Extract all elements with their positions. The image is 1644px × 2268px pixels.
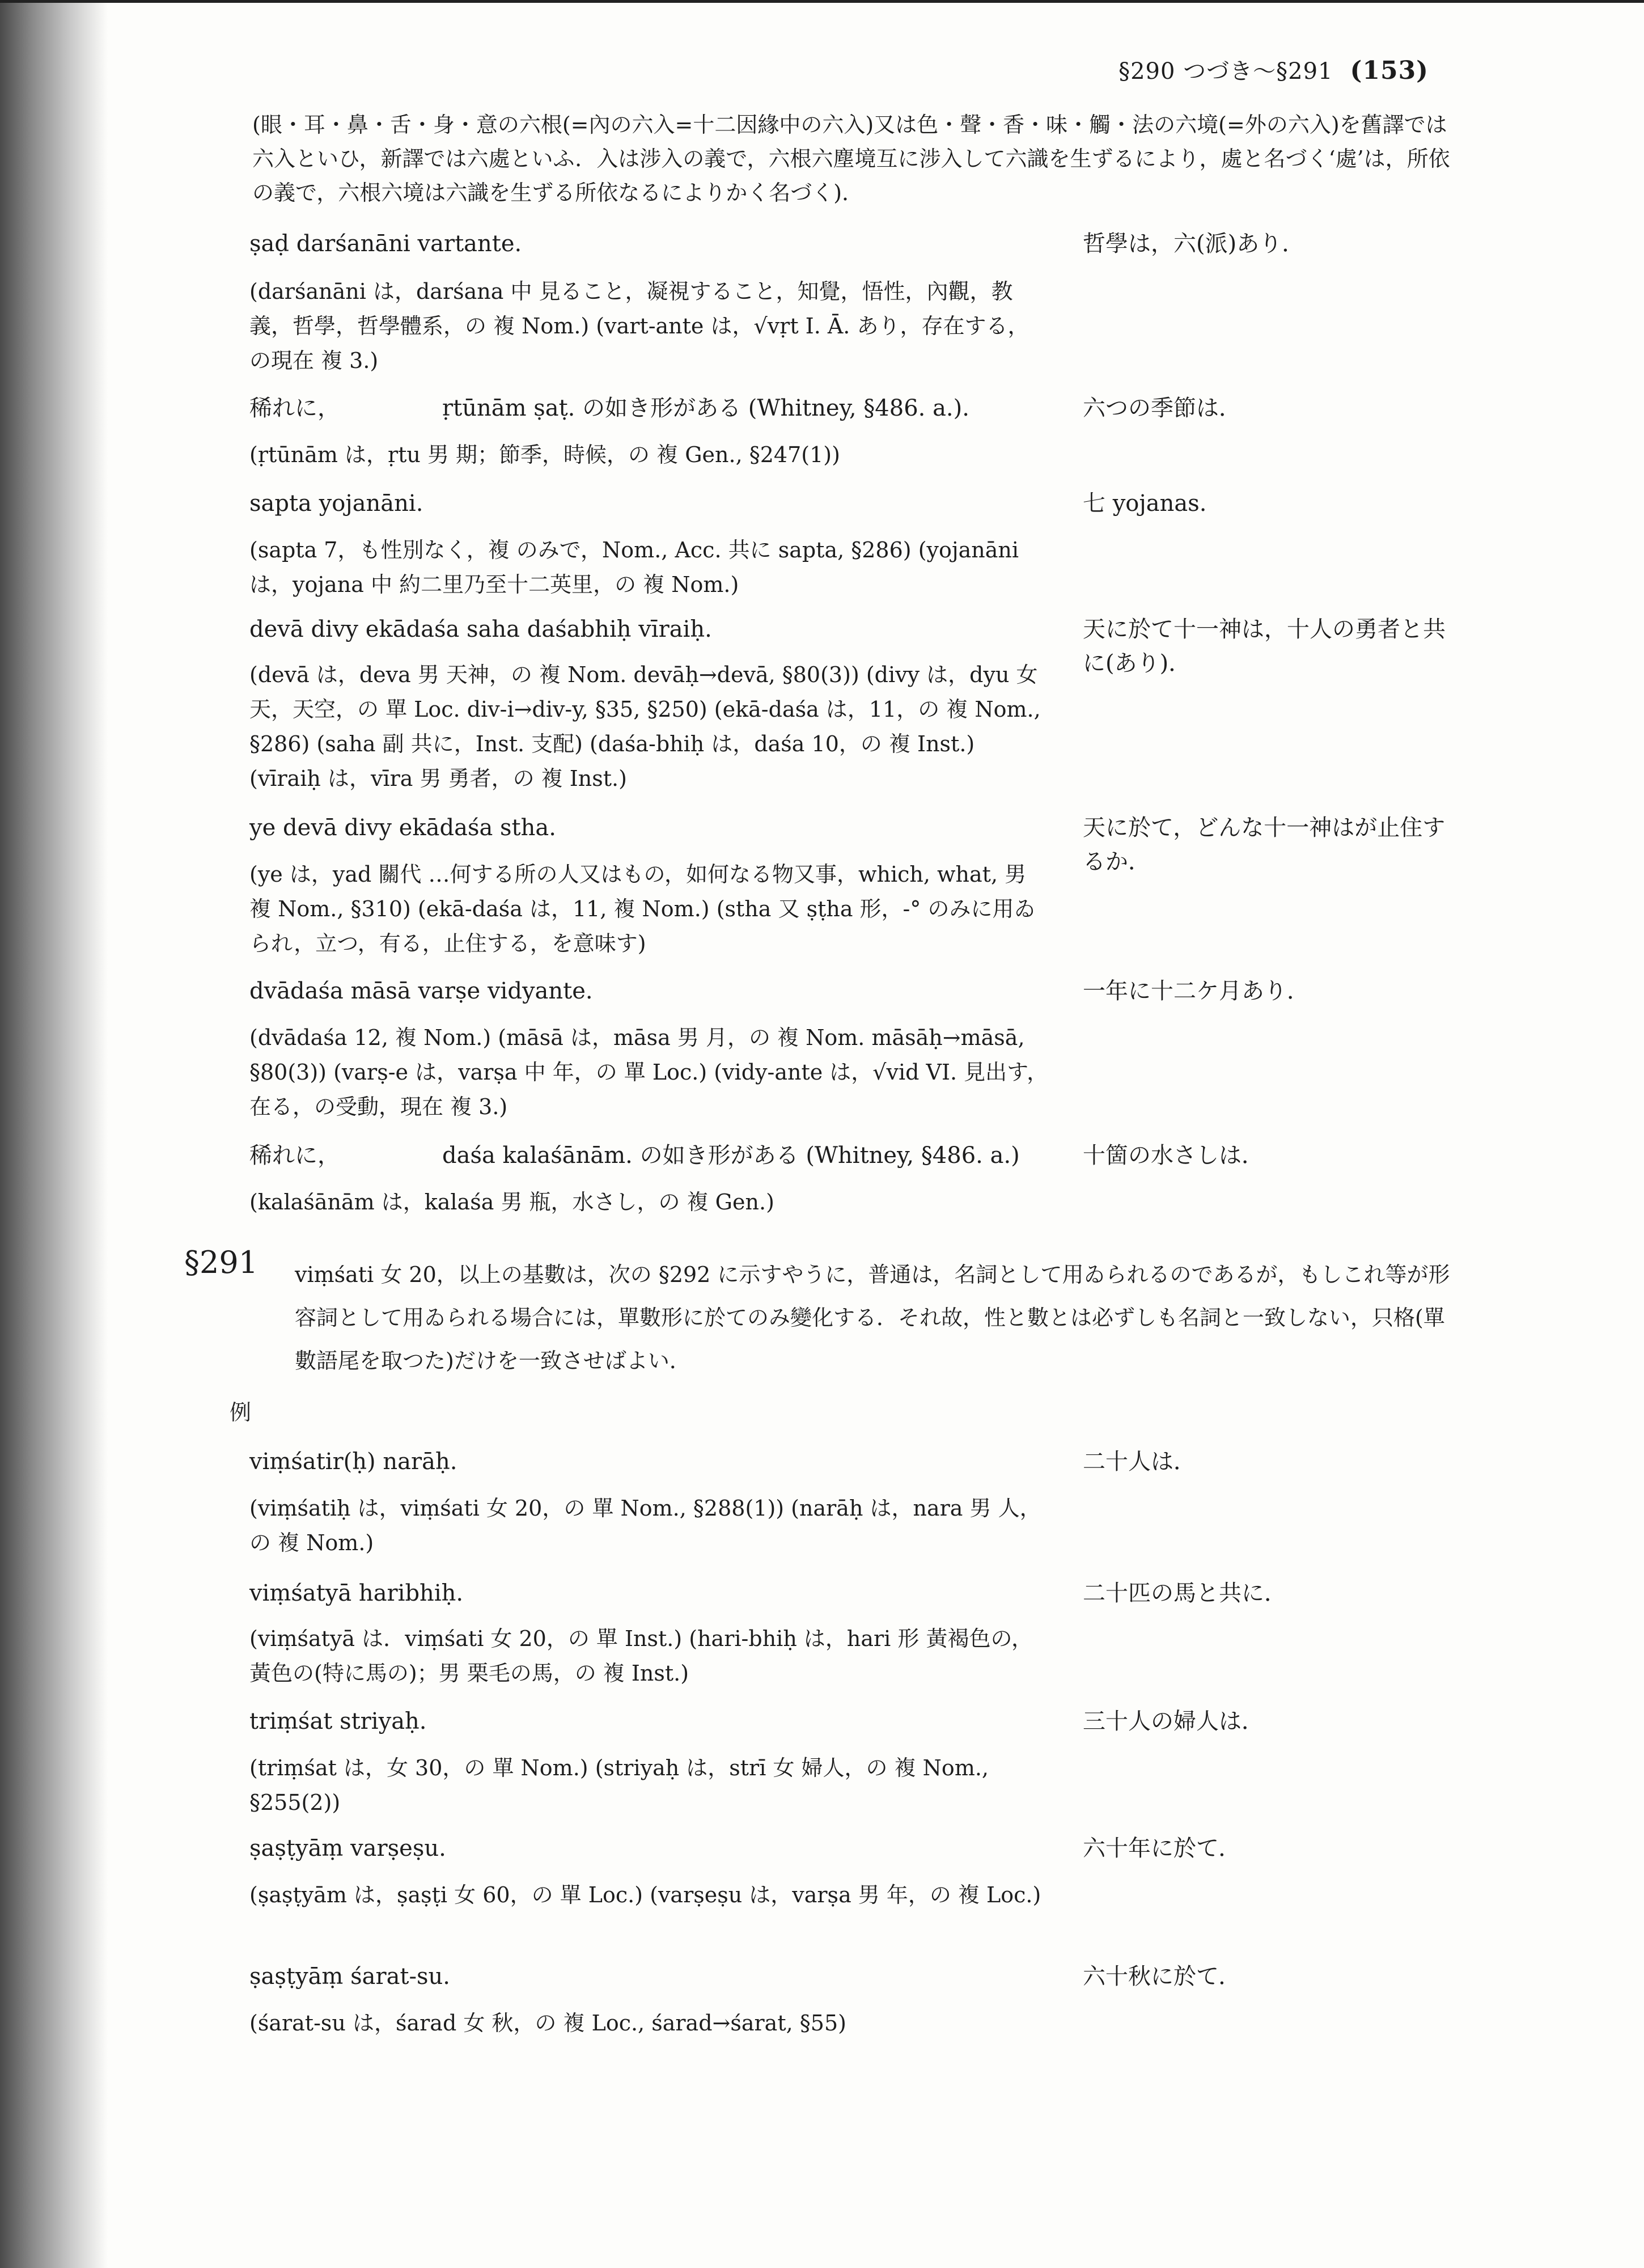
rarely-label: 稀れに， xyxy=(249,395,340,421)
example-label: 例 xyxy=(230,1400,252,1425)
translation: 天に於て十一神は，十人の勇者と共に(あり)． xyxy=(1083,616,1446,676)
note-text: (śarat-su は，śarad 女 秋，の 複 Loc., śarad→śarat, §55) xyxy=(249,2011,846,2036)
sanskrit-line: devā divy ekādaśa saha daśabhiḥ vīraiḥ. xyxy=(249,616,712,642)
note-text: (viṃśatyā は．viṃśati 女 20，の 單 Inst.) (hari-bhiḥ は，hari 形 黃褐色の，黃色の(特に馬の)；男 栗毛の馬，の 複 Inst.) xyxy=(249,1626,1033,1686)
note-text: (darśanāni は，darśana 中 見ること，凝視すること，知覺，悟性，內觀，教義，哲學，哲學體系，の 複 Nom.) (vart-ante は，√vṛt I. Ā. あり，存在する，の現在 複 3.) xyxy=(249,279,1029,373)
sanskrit-line: ṣaḍ darśanāni vartante. xyxy=(249,231,522,257)
note-text: (viṃśatiḥ は，viṃśati 女 20，の 單 Nom., §288(1)) (narāḥ は，nara 男 人，の 複 Nom.) xyxy=(249,1496,1041,1555)
sanskrit-line: ṣaṣṭyāṃ varṣeṣu. xyxy=(249,1835,446,1861)
translation: 六十秋に於て． xyxy=(1083,1964,1242,1990)
page-header xyxy=(1118,53,1429,86)
sanskrit-line: ye devā divy ekādaśa stha. xyxy=(249,815,556,841)
section-text: viṃśati 女 20，以上の基數は，次の §292 に示すやうに，普通は，名詞として用ゐられるのであるが，もしこれ等が形容詞として用ゐられる場合には，單數形に於てのみ變化する．それ故，性と數とは必ずしも名詞と一致しない，只格(單數語尾を取つた)だけを一致させばよい． xyxy=(295,1262,1450,1373)
translation: 六十年に於て． xyxy=(1083,1835,1242,1861)
sanskrit-form: daśa kalaśānām. の如き形がある (Whitney, §486. a.) xyxy=(442,1143,1020,1169)
intro-paragraph: (眼・耳・鼻・舌・身・意の六根(=內の六入=十二因緣中の六入)又は色・聲・香・味・觸・法の六境(=外の六入)を舊譯では六入といひ，新譯では六處といふ．入は涉入の義で，六根六塵境互に涉入して六識を生ずるにより，處と名づく‘處’は，所依の義で，六根六境は六識を生ずる所依なるによりかく名づく)． xyxy=(252,112,1450,205)
note-text: (dvādaśa 12, 複 Nom.) (māsā は，māsa 男 月，の 複 Nom. māsāḥ→māsā, §80(3)) (varṣ-e は，varṣa 中 年，の 單 Loc.) (vidy-ante は，√vid VI. 見出す，在る，の受動，現在 複 3.) xyxy=(249,1025,1049,1119)
note-text: (triṃśat は，女 30，の 單 Nom.) (striyaḥ は，strī 女 婦人，の 複 Nom., §255(2)) xyxy=(249,1755,989,1815)
translation: 二十人は． xyxy=(1083,1449,1196,1475)
translation: 六つの季節は． xyxy=(1083,395,1242,421)
translation: 天に於て，どんな十一神はが止住するか． xyxy=(1083,815,1446,875)
sanskrit-line: triṃśat striyaḥ. xyxy=(249,1708,427,1734)
page-number: (153) xyxy=(1350,56,1429,85)
translation: 三十人の婦人は． xyxy=(1083,1708,1264,1734)
translation: 七 yojanas. xyxy=(1083,490,1207,517)
sanskrit-line: dvādaśa māsā varṣe vidyante. xyxy=(249,978,593,1004)
sanskrit-line: ṣaṣṭyāṃ śarat-su. xyxy=(249,1964,451,1990)
note-text: (ṛtūnām は，ṛtu 男 期；節季，時候，の 複 Gen., §247(1)) xyxy=(249,442,840,467)
sanskrit-line: viṃśatir(ḥ) narāḥ. xyxy=(249,1449,457,1475)
rarely-label: 稀れに， xyxy=(249,1143,340,1169)
note-text: (kalaśānām は，kalaśa 男 瓶，水さし，の 複 Gen.) xyxy=(249,1190,774,1215)
note-text: (ṣaṣṭyām は，ṣaṣṭi 女 60，の 單 Loc.) (varṣeṣu は，varṣa 男 年，の 複 Loc.) xyxy=(249,1882,1041,1907)
translation: 哲學は，六(派)あり． xyxy=(1083,231,1305,257)
sanskrit-line: sapta yojanāni. xyxy=(249,490,423,517)
sanskrit-form: ṛtūnām ṣaṭ. の如き形がある (Whitney, §486. a.). xyxy=(442,395,969,421)
sanskrit-line xyxy=(249,1139,1049,1173)
top-rule xyxy=(0,0,1644,3)
sanskrit-line: viṃśatyā haribhiḥ. xyxy=(249,1580,464,1606)
sanskrit-line xyxy=(249,391,1049,425)
translation: 二十匹の馬と共に． xyxy=(1083,1580,1287,1606)
note-text: (sapta 7，も性別なく，複 のみで，Nom., Acc. 共に sapta, §286) (yojanāni は，yojana 中 約二里乃至十二英里，の 複 Nom.) xyxy=(249,538,1019,597)
section-number: §291 xyxy=(184,1245,259,1280)
running-head: §290 つづき〜§291 xyxy=(1118,58,1333,84)
translation: 一年に十二ケ月あり． xyxy=(1083,978,1310,1004)
note-text: (ye は，yad 關代 …何する所の人又はもの，如何なる物又事，which, what, 男 複 Nom., §310) (ekā-daśa は，11, 複 Nom.) (stha 又 ṣṭha 形，-° のみに用ゐられ，立つ，有る，止住する，を意味す) xyxy=(249,862,1036,956)
binding-shadow xyxy=(0,0,108,2268)
note-text: (devā は，deva 男 天神，の 複 Nom. devāḥ→devā, §80(3)) (divy は，dyu 女 天，天空，の 單 Loc. div-i→div-y, §35, §250) (ekā-daśa は，11，の 複 Nom., §286) (saha 副 共に，Inst. 支配) (daśa-bhiḥ は，daśa 10，の 複 Inst.) (vīraiḥ は，vīra 男 勇者，の 複 Inst.) xyxy=(249,662,1041,791)
translation: 十箇の水さしは． xyxy=(1083,1143,1264,1169)
